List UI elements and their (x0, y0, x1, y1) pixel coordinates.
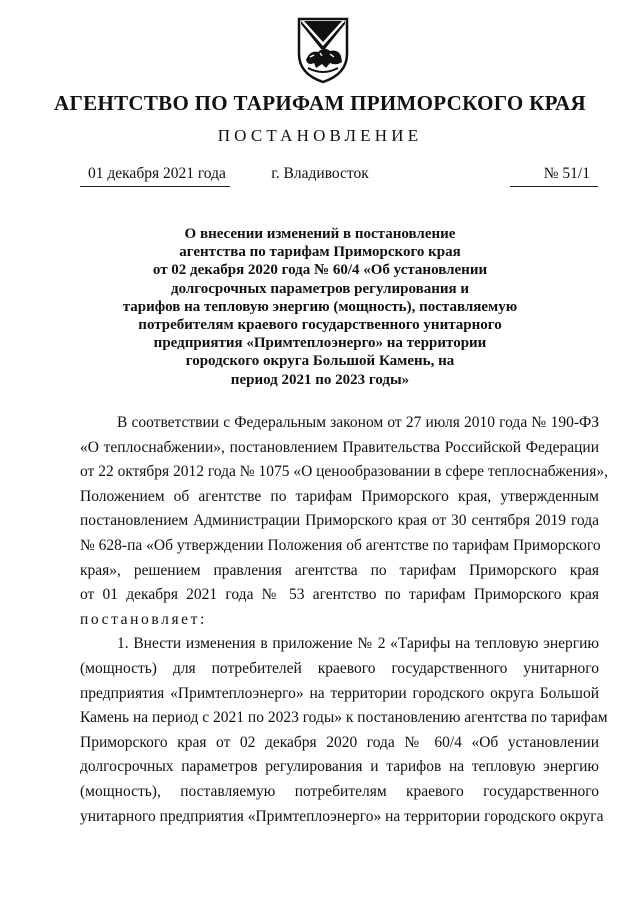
coat-of-arms-icon (296, 16, 350, 84)
subject-line: О внесении изменений в постановление (184, 226, 456, 242)
body-line: предприятия «Примтеплоэнерго» на территории городского округа Большой (80, 684, 599, 702)
body-line: от 01 декабря 2021 года № 53 агентство по тарифам Приморского края (80, 586, 599, 604)
document-city: г. Владивосток (271, 165, 369, 182)
body-line: № 628-па «Об утверждении Положения об агентстве по тарифам Приморского (80, 536, 601, 554)
document-type: ПОСТАНОВЛЕНИЕ (217, 126, 423, 145)
body-line: края», решением правления агентства по тарифам Приморского края (80, 561, 599, 579)
body-line: Приморского края от 02 декабря 2020 года № 60/4 «Об установлении (80, 733, 599, 751)
subject-line: период 2021 по 2023 годы» (230, 371, 410, 388)
subject-line: тарифов на тепловую энергию (мощность), поставляемую (122, 298, 518, 315)
number-underline (510, 186, 598, 187)
body-line: 1. Внести изменения в приложение № 2 «Тарифы на тепловую энергию (117, 635, 599, 653)
body-line: постановлением Администрации Приморского края от 30 сентября 2019 года (80, 512, 599, 530)
body-line: от 22 октября 2012 года № 1075 «О ценообразовании в сфере теплоснабжения», (80, 463, 608, 481)
body-line: долгосрочных параметров регулирования и тарифов на тепловую энергию (80, 758, 599, 776)
body-line: Камень на период с 2021 по 2023 годы» к постановлению агентства по тарифам (80, 709, 608, 727)
subject-line: агентства по тарифам Приморского края (179, 244, 461, 261)
document-body (80, 411, 608, 829)
body-line: унитарного предприятия «Примтеплоэнерго» на территории городского округа (80, 807, 604, 825)
document-subject (110, 225, 530, 389)
subject-line: от 02 декабря 2020 года № 60/4 «Об установлении (152, 262, 488, 279)
subject-line: потребителям краевого государственного унитарного (138, 317, 502, 334)
body-line: (мощность), поставляемую потребителям краевого государственного (80, 782, 599, 800)
agency-name: АГЕНТСТВО ПО ТАРИФАМ ПРИМОРСКОГО КРАЯ (54, 91, 586, 115)
body-line: «О теплоснабжении», постановлением Правительства Российской Федерации (80, 438, 599, 456)
body-line-resolves: постановляет: (80, 610, 207, 628)
date-underline (80, 186, 230, 187)
subject-line: долгосрочных параметров регулирования и (170, 280, 469, 297)
document-number: № 51/1 (543, 165, 590, 182)
document-date: 01 декабря 2021 года (88, 165, 226, 182)
body-line: (мощность) для потребителей краевого государственного унитарного (80, 659, 599, 677)
subject-line: городского округа Большой Камень, на (185, 353, 455, 370)
body-line: Положением об агентстве по тарифам Приморского края, утвержденным (80, 487, 599, 505)
subject-line: предприятия «Примтеплоэнерго» на территории (153, 335, 487, 352)
body-line: В соответствии с Федеральным законом от 27 июля 2010 года № 190-ФЗ (117, 414, 599, 431)
